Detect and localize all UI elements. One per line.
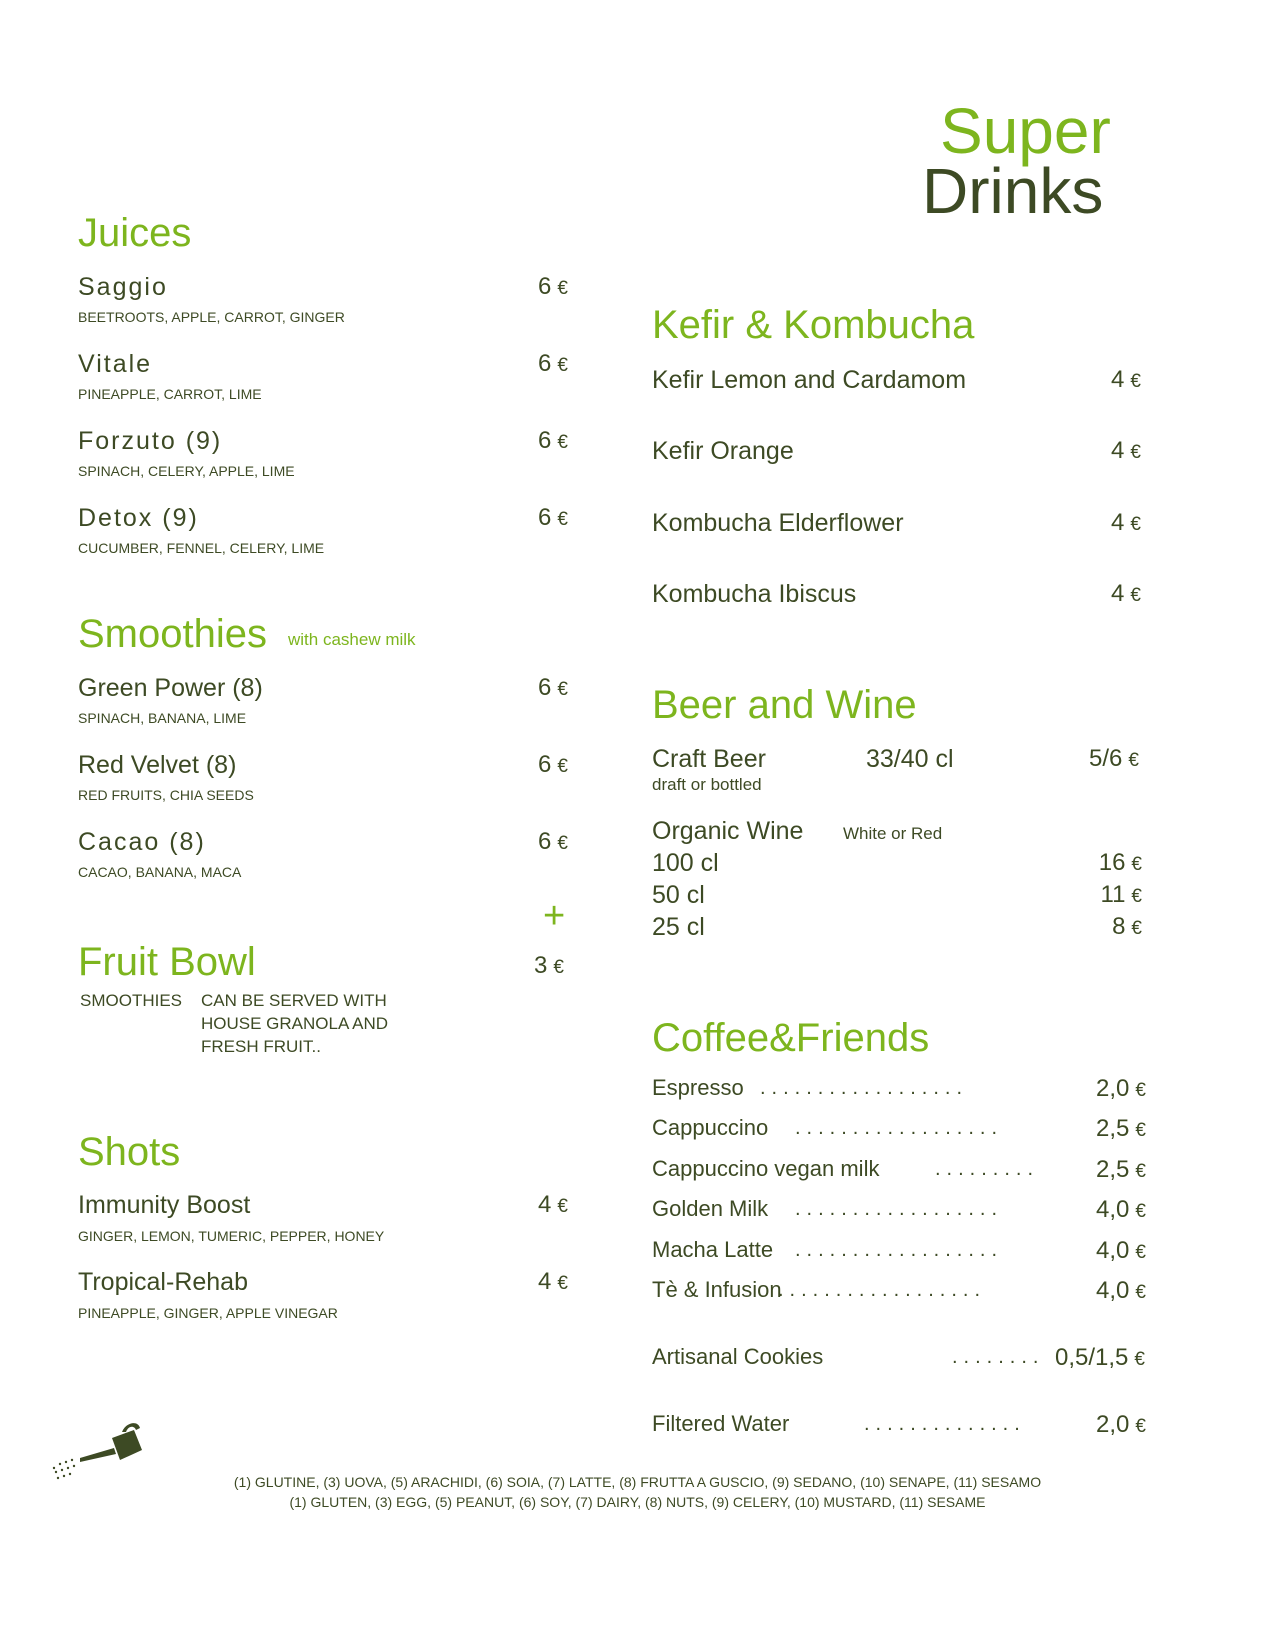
juice-price: 6 € [538, 273, 568, 300]
juice-price: 6 € [538, 504, 568, 531]
coffee-item-dots: ......... [935, 1158, 1040, 1180]
plus-sign: + [543, 895, 566, 937]
craft-beer-note: draft or bottled [652, 775, 762, 794]
wine-size: 25 cl [652, 913, 705, 941]
section-title-kefir: Kefir & Kombucha [652, 303, 975, 347]
shot-price: 4 € [538, 1191, 568, 1218]
allergens-italian: (1) GLUTINE, (3) UOVA, (5) ARACHIDI, (6) SOIA, (7) LATTE, (8) FRUTTA A GUSCIO, (9) SEDANO, (10) SENAPE, (11) SESAMO [233, 1474, 1042, 1490]
coffee-item-dots: .................. [795, 1239, 1004, 1261]
wine-price: 11 € [1100, 881, 1142, 908]
extra-item-price: 0,5/1,5 € [1055, 1344, 1145, 1371]
shot-name: Immunity Boost [78, 1191, 251, 1219]
wine-price: 16 € [1098, 849, 1142, 876]
coffee-item-name: Golden Milk [652, 1196, 769, 1221]
extra-item-name: Artisanal Cookies [652, 1344, 824, 1369]
fruit-bowl-note-right: CAN BE SERVED WITH HOUSE GRANOLA AND FRESH FRUIT.. [201, 991, 389, 1056]
coffee-item-price: 4,0 € [1096, 1237, 1146, 1264]
juice-name: Detox (9) [78, 504, 199, 532]
extra-item-dots: .............. [864, 1413, 1026, 1435]
coffee-item-dots: .................. [778, 1279, 987, 1301]
organic-wine-note: White or Red [843, 824, 943, 843]
shot-desc: GINGER, LEMON, TUMERIC, PEPPER, HONEY [78, 1228, 385, 1244]
juice-price: 6 € [538, 427, 568, 454]
craft-beer-price: 5/6 € [1089, 745, 1139, 772]
wine-size: 50 cl [652, 881, 705, 909]
organic-wine-name: Organic Wine [652, 817, 804, 845]
coffee-item-price: 2,5 € [1096, 1156, 1146, 1183]
coffee-item-name: Macha Latte [652, 1237, 774, 1262]
coffee-item-dots: .................. [795, 1117, 1004, 1139]
kefir-item-price: 4 € [1111, 366, 1141, 393]
juice-name: Vitale [78, 350, 153, 378]
juice-desc: BEETROOTS, APPLE, CARROT, GINGER [78, 309, 345, 325]
smoothie-desc: CACAO, BANANA, MACA [78, 864, 242, 880]
kefir-item-price: 4 € [1111, 580, 1141, 607]
smoothie-name: Cacao (8) [78, 828, 206, 856]
coffee-item-price: 2,5 € [1096, 1115, 1146, 1142]
juice-name: Forzuto (9) [78, 427, 223, 455]
smoothie-price: 6 € [538, 751, 568, 778]
extra-item-price: 2,0 € [1096, 1411, 1146, 1438]
coffee-item-name: Espresso [652, 1075, 744, 1100]
coffee-item-dots: .................. [760, 1077, 969, 1099]
craft-beer-size: 33/40 cl [866, 745, 954, 773]
juice-desc: PINEAPPLE, CARROT, LIME [78, 386, 262, 402]
kefir-item-price: 4 € [1111, 509, 1141, 536]
section-title-juices: Juices [78, 211, 192, 255]
coffee-item-dots: .................. [795, 1198, 1004, 1220]
coffee-item-price: 4,0 € [1096, 1196, 1146, 1223]
title-super: Super [940, 95, 1111, 167]
shot-desc: PINEAPPLE, GINGER, APPLE VINEGAR [78, 1305, 338, 1321]
juice-price: 6 € [538, 350, 568, 377]
kefir-item-name: Kombucha Elderflower [652, 509, 904, 537]
smoothie-name: Red Velvet (8) [78, 751, 237, 779]
wine-price: 8 € [1112, 913, 1142, 940]
coffee-item-name: Cappuccino [652, 1115, 769, 1140]
section-title-shots: Shots [78, 1130, 181, 1174]
section-title-fruit-bowl: Fruit Bowl [78, 940, 256, 984]
title-drinks: Drinks [922, 155, 1104, 227]
smoothie-price: 6 € [538, 828, 568, 855]
smoothie-desc: SPINACH, BANANA, LIME [78, 710, 247, 726]
section-title-coffee: Coffee&Friends [652, 1016, 930, 1060]
shot-price: 4 € [538, 1268, 568, 1295]
section-title-beer-wine: Beer and Wine [652, 683, 917, 727]
wine-size: 100 cl [652, 849, 719, 877]
coffee-item-price: 2,0 € [1096, 1075, 1146, 1102]
smoothie-desc: RED FRUITS, CHIA SEEDS [78, 787, 254, 803]
juice-name: Saggio [78, 273, 168, 301]
coffee-item-name: Cappuccino vegan milk [652, 1156, 880, 1181]
kefir-item-name: Kefir Lemon and Cardamom [652, 366, 967, 394]
kefir-item-name: Kombucha Ibiscus [652, 580, 857, 608]
smoothie-price: 6 € [538, 674, 568, 701]
extra-item-name: Filtered Water [652, 1411, 790, 1436]
coffee-item-name: Tè & Infusion [652, 1277, 782, 1302]
shot-name: Tropical-Rehab [78, 1268, 248, 1296]
coffee-item-price: 4,0 € [1096, 1277, 1146, 1304]
smoothie-name: Green Power (8) [78, 674, 263, 702]
allergens-english: (1) GLUTEN, (3) EGG, (5) PEANUT, (6) SOY, (7) DAIRY, (8) NUTS, (9) CELERY, (10) MUSTARD, (11) SESAME [289, 1494, 986, 1510]
kefir-item-name: Kefir Orange [652, 437, 794, 465]
fruit-bowl-note-left: SMOOTHIES [80, 991, 183, 1010]
juice-desc: SPINACH, CELERY, APPLE, LIME [78, 463, 295, 479]
fruit-bowl-price: 3 € [534, 952, 564, 979]
craft-beer-name: Craft Beer [652, 745, 766, 773]
juice-desc: CUCUMBER, FENNEL, CELERY, LIME [78, 540, 325, 556]
extra-item-dots: ........ [952, 1346, 1045, 1368]
smoothies-subtitle: with cashew milk [288, 630, 416, 649]
kefir-item-price: 4 € [1111, 437, 1141, 464]
section-title-smoothies: Smoothies [78, 612, 267, 656]
